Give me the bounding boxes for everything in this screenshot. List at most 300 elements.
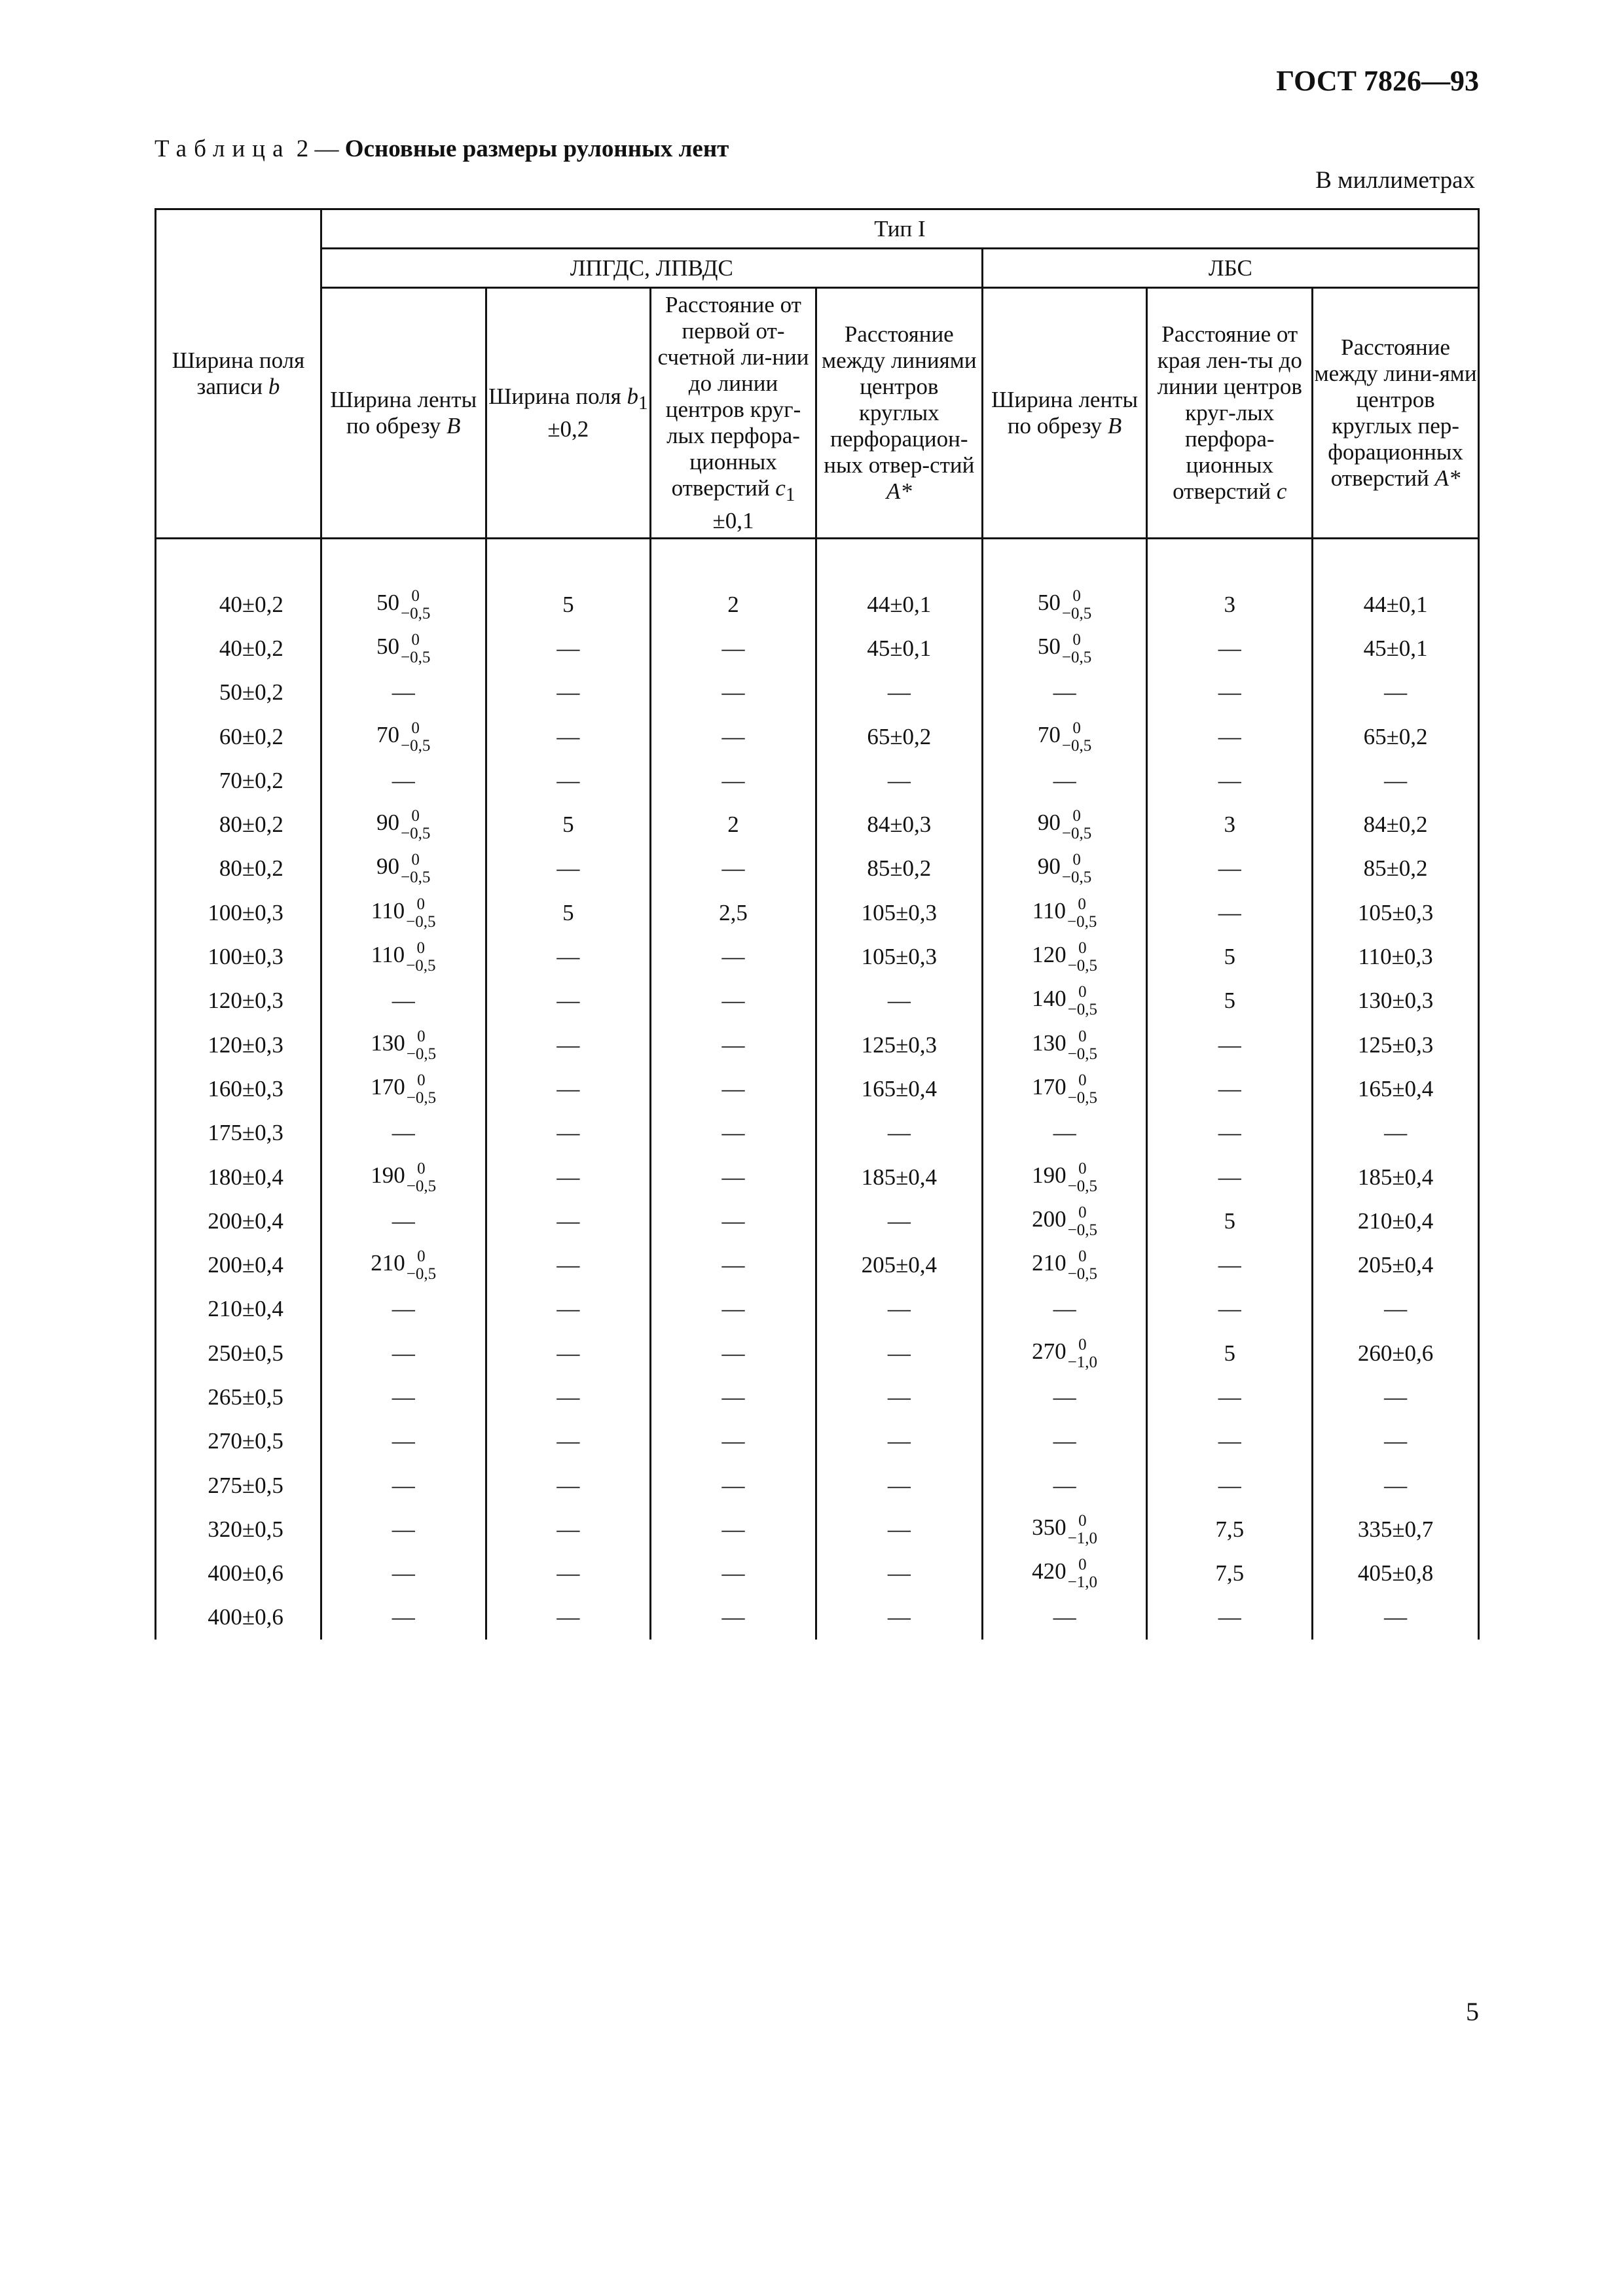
header-label: Расстояние от края лен-ты до линии центров круг-лых перфора-ционных отверстий (1157, 321, 1302, 504)
lower-deviation: −0,5 (406, 957, 436, 975)
tolerance-stack (1068, 1204, 1097, 1238)
tolerance-stack (401, 720, 430, 754)
upper-deviation: 0 (411, 851, 420, 869)
table-cell: — (651, 1596, 816, 1640)
table-cell (321, 935, 486, 978)
table-cell: — (486, 626, 651, 670)
tolerance-stack (1068, 984, 1097, 1018)
table-cell: 175±0,3 (156, 1111, 321, 1155)
table-cell: 185±0,4 (1313, 1155, 1479, 1199)
table-cell: — (321, 1463, 486, 1507)
table-cell (982, 1067, 1147, 1111)
tolerance-stack (1068, 1336, 1097, 1371)
table-cell (321, 802, 486, 846)
table-cell: — (651, 759, 816, 802)
table-cell: — (816, 1331, 982, 1375)
dimensions-table (155, 208, 1480, 1640)
lower-deviation: −0,5 (1067, 1088, 1097, 1107)
table-cell: — (1313, 671, 1479, 715)
table-body (156, 539, 1479, 1640)
upper-deviation: 0 (1078, 895, 1086, 913)
table-cell: — (651, 979, 816, 1023)
tolerance-stack (401, 588, 430, 622)
upper-deviation: 0 (417, 1027, 426, 1045)
table-cell: — (1147, 1596, 1313, 1640)
table-cell: — (651, 1199, 816, 1243)
table-cell: — (321, 1507, 486, 1551)
table-cell: — (1313, 759, 1479, 802)
tolerance-stack (401, 852, 430, 886)
table-row (156, 1155, 1479, 1199)
table-cell: — (486, 847, 651, 891)
table-cell: — (651, 1243, 816, 1287)
table-cell: — (321, 671, 486, 715)
standard-designation: ГОСТ 7826—93 (1276, 65, 1479, 97)
table-cell: 100±0,3 (156, 891, 321, 935)
table-cell: — (1147, 1067, 1313, 1111)
table-cell (321, 891, 486, 935)
table-cell: — (651, 1463, 816, 1507)
table-cell: 130±0,3 (1313, 979, 1479, 1023)
table-cell: — (486, 1111, 651, 1155)
table-cell: — (816, 1596, 982, 1640)
table-cell: — (1147, 1420, 1313, 1463)
table-cell: — (982, 1111, 1147, 1155)
table-cell: 200±0,4 (156, 1243, 321, 1287)
table-cell: 2 (651, 583, 816, 626)
header-symbol: b (268, 374, 280, 399)
nominal-value: 70 (376, 721, 399, 747)
table-cell: 65±0,2 (1313, 715, 1479, 759)
table-cell (321, 626, 486, 670)
tolerance-stack (1068, 940, 1097, 974)
lower-deviation: −0,5 (1067, 1045, 1097, 1063)
upper-deviation: 0 (1072, 851, 1081, 869)
table-row (156, 1243, 1479, 1287)
table-row (156, 1067, 1479, 1111)
header-type: Тип I (321, 209, 1478, 249)
lower-deviation: −1,0 (1067, 1573, 1097, 1592)
table-cell (982, 1507, 1147, 1551)
table-row (156, 891, 1479, 935)
table-cell: 165±0,4 (816, 1067, 982, 1111)
header-distance-a-right (1313, 288, 1479, 539)
lower-deviation: −0,5 (401, 869, 431, 887)
table-row (156, 1199, 1479, 1243)
lower-deviation: −0,5 (1067, 1001, 1097, 1019)
table-cell: 165±0,4 (1313, 1067, 1479, 1111)
table-cell (982, 1199, 1147, 1243)
table-row (156, 715, 1479, 759)
table-spacer-row (156, 539, 1479, 583)
lower-deviation: −0,5 (406, 1177, 437, 1195)
lower-deviation: −0,5 (1067, 912, 1097, 931)
table-cell: — (816, 1507, 982, 1551)
lower-deviation: −0,5 (1061, 736, 1092, 755)
table-cell (982, 715, 1147, 759)
table-cell: — (816, 759, 982, 802)
table-cell: — (321, 1420, 486, 1463)
table-row (156, 1331, 1479, 1375)
table-cell: 400±0,6 (156, 1596, 321, 1640)
table-cell: 160±0,3 (156, 1067, 321, 1111)
upper-deviation: 0 (1078, 1071, 1087, 1089)
table-cell: 275±0,5 (156, 1463, 321, 1507)
upper-deviation: 0 (1078, 1335, 1087, 1354)
table-row (156, 583, 1479, 626)
table-cell: — (321, 1552, 486, 1596)
nominal-value: 120 (1032, 942, 1067, 968)
nominal-value: 130 (1032, 1030, 1067, 1056)
table-cell: 100±0,3 (156, 935, 321, 978)
nominal-value: 50 (376, 589, 399, 615)
upper-deviation: 0 (416, 895, 426, 913)
table-cell: 3 (1147, 583, 1313, 626)
lower-deviation: −0,5 (406, 912, 436, 931)
table-cell: — (486, 1287, 651, 1331)
nominal-value: 50 (1037, 589, 1061, 615)
table-cell: — (1313, 1596, 1479, 1640)
tolerance-stack (407, 1028, 436, 1062)
table-cell (982, 1552, 1147, 1596)
caption-title: Основные размеры рулонных лент (344, 135, 729, 162)
lower-deviation: −0,5 (406, 1265, 437, 1283)
nominal-value: 90 (376, 853, 399, 880)
upper-deviation: 0 (417, 1071, 426, 1089)
table-cell: 44±0,1 (1313, 583, 1479, 626)
table-cell (321, 1023, 486, 1067)
table-cell: — (486, 1155, 651, 1199)
table-cell: — (486, 1243, 651, 1287)
upper-deviation: 0 (1078, 983, 1087, 1001)
table-cell: — (321, 1375, 486, 1419)
table-cell (321, 1155, 486, 1199)
lower-deviation: −0,5 (1067, 1221, 1097, 1239)
upper-deviation: 0 (411, 630, 420, 649)
table-cell: — (816, 671, 982, 715)
header-label: Ширина ленты по обрезу (991, 387, 1138, 439)
table-cell: — (982, 1375, 1147, 1419)
header-tape-width (321, 288, 486, 539)
table-cell: — (651, 1155, 816, 1199)
caption-prefix: Таблица (155, 135, 291, 162)
nominal-value: 140 (1032, 986, 1067, 1012)
table-row (156, 1420, 1479, 1463)
table-cell: — (321, 1199, 486, 1243)
table-cell: — (486, 759, 651, 802)
header-distance-c1 (651, 288, 816, 539)
table-cell: 110±0,3 (1313, 935, 1479, 978)
table-cell: — (651, 671, 816, 715)
table-cell: 85±0,2 (1313, 847, 1479, 891)
lower-deviation: −0,5 (406, 1088, 437, 1107)
table-cell: — (1147, 1111, 1313, 1155)
table-cell: — (816, 979, 982, 1023)
lower-deviation: −0,5 (1061, 869, 1092, 887)
table-row (156, 626, 1479, 670)
upper-deviation: 0 (1072, 630, 1081, 649)
caption-number: 2 — (296, 135, 339, 162)
table-cell: 270±0,5 (156, 1420, 321, 1463)
upper-deviation: 0 (1072, 719, 1081, 737)
table-cell: — (982, 1463, 1147, 1507)
table-cell (982, 1243, 1147, 1287)
header-group-lpgds: ЛПГДС, ЛПВДС (321, 249, 982, 288)
table-cell: — (1147, 1287, 1313, 1331)
tolerance-stack (407, 1072, 436, 1106)
upper-deviation: 0 (1078, 1027, 1087, 1045)
lower-deviation: −1,0 (1067, 1529, 1097, 1547)
tolerance-stack (1068, 1160, 1097, 1194)
upper-deviation: 0 (1078, 1556, 1087, 1574)
tolerance-stack (1062, 852, 1091, 886)
tolerance-stack (1062, 720, 1091, 754)
table-cell: — (1313, 1375, 1479, 1419)
table-cell: — (486, 1375, 651, 1419)
upper-deviation: 0 (411, 719, 420, 737)
header-symbol: A* (1434, 465, 1461, 491)
table-cell: 200±0,4 (156, 1199, 321, 1243)
nominal-value: 70 (1037, 721, 1061, 747)
table-cell: — (816, 1420, 982, 1463)
table-row (156, 1375, 1479, 1419)
header-subscript: 1 (638, 393, 648, 414)
table-cell: — (816, 1463, 982, 1507)
table-cell: 84±0,3 (816, 802, 982, 846)
table-cell: 405±0,8 (1313, 1552, 1479, 1596)
table-header (156, 209, 1479, 539)
table-cell: 105±0,3 (816, 935, 982, 978)
table-cell: 210±0,4 (1313, 1199, 1479, 1243)
header-label: Ширина ленты по обрезу (330, 387, 477, 439)
lower-deviation: −0,5 (1061, 825, 1092, 843)
lower-deviation: −0,5 (401, 825, 431, 843)
table-cell: — (982, 1596, 1147, 1640)
header-symbol: b (627, 384, 638, 409)
table-cell: — (321, 979, 486, 1023)
table-cell: 210±0,4 (156, 1287, 321, 1331)
table-cell: — (651, 1287, 816, 1331)
table-row (156, 1552, 1479, 1596)
table-cell: — (651, 935, 816, 978)
nominal-value: 110 (371, 942, 405, 968)
header-distance-a-left (816, 288, 982, 539)
nominal-value: 90 (376, 810, 399, 836)
table-row (156, 671, 1479, 715)
lower-deviation: −0,5 (401, 648, 431, 666)
table-cell: 105±0,3 (1313, 891, 1479, 935)
table-cell: — (651, 1507, 816, 1551)
table-cell: 70±0,2 (156, 759, 321, 802)
table-cell: — (982, 1420, 1147, 1463)
header-tolerance: ±0,2 (547, 416, 589, 442)
table-cell: — (1147, 1155, 1313, 1199)
header-tolerance: ±0,1 (712, 508, 754, 533)
table-cell: 45±0,1 (816, 626, 982, 670)
table-cell (321, 1243, 486, 1287)
table-cell: — (651, 1375, 816, 1419)
lower-deviation: −0,5 (1061, 648, 1092, 666)
header-symbol: B (1107, 413, 1122, 439)
tolerance-stack (1062, 808, 1091, 842)
table-cell: 50±0,2 (156, 671, 321, 715)
table-cell: — (486, 1331, 651, 1375)
table-cell (982, 891, 1147, 935)
table-cell: — (816, 1111, 982, 1155)
upper-deviation: 0 (1072, 807, 1081, 825)
upper-deviation: 0 (1078, 1247, 1087, 1266)
table-cell: 5 (486, 802, 651, 846)
table-cell: — (651, 1331, 816, 1375)
table-cell (321, 847, 486, 891)
table-cell: — (651, 1023, 816, 1067)
lower-deviation: −0,5 (401, 604, 431, 622)
table-cell: 320±0,5 (156, 1507, 321, 1551)
lower-deviation: −0,5 (1067, 1177, 1097, 1195)
table-cell: 2,5 (651, 891, 816, 935)
header-group-lbs: ЛБС (982, 249, 1478, 288)
upper-deviation: 0 (1078, 1511, 1087, 1530)
tolerance-stack (1067, 896, 1097, 930)
table-cell: — (486, 715, 651, 759)
table-cell: — (651, 626, 816, 670)
tolerance-stack (1068, 1556, 1097, 1590)
table-cell: 60±0,2 (156, 715, 321, 759)
table-cell: 180±0,4 (156, 1155, 321, 1199)
nominal-value: 130 (371, 1030, 405, 1056)
tolerance-stack (407, 1248, 436, 1282)
nominal-value: 50 (376, 633, 399, 659)
table-cell: — (1147, 1243, 1313, 1287)
header-label: Расстояние от первой от-счетной ли-нии до линии центров круг-лых перфора-ционных отверстий (657, 292, 809, 501)
header-symbol: A* (886, 478, 912, 504)
table-row (156, 1463, 1479, 1507)
table-cell: — (1147, 626, 1313, 670)
nominal-value: 170 (1032, 1073, 1067, 1100)
table-cell: — (651, 1067, 816, 1111)
table-cell: — (982, 671, 1147, 715)
table-cell: 65±0,2 (816, 715, 982, 759)
table-cell: 5 (486, 583, 651, 626)
table-cell (982, 1023, 1147, 1067)
table-cell: — (651, 1552, 816, 1596)
table-cell: 5 (1147, 1199, 1313, 1243)
table-row (156, 1507, 1479, 1551)
nominal-value: 190 (1032, 1162, 1067, 1188)
table-cell: — (651, 1420, 816, 1463)
header-label: Расстояние между линиями центров круглых перфорацион-ных отвер-стий (822, 321, 977, 478)
table-cell: — (486, 1596, 651, 1640)
lower-deviation: −0,5 (1067, 1265, 1097, 1283)
nominal-value: 270 (1032, 1338, 1067, 1364)
table-cell (982, 935, 1147, 978)
upper-deviation: 0 (416, 939, 426, 958)
table-cell: — (486, 1552, 651, 1596)
tolerance-stack (1068, 1513, 1097, 1547)
table-cell: — (486, 1199, 651, 1243)
table-cell: — (1147, 759, 1313, 802)
units-note: В миллиметрах (1315, 167, 1475, 194)
header-distance-c (1147, 288, 1313, 539)
table-cell: 205±0,4 (1313, 1243, 1479, 1287)
table-cell: 260±0,6 (1313, 1331, 1479, 1375)
nominal-value: 210 (1032, 1250, 1067, 1276)
table-cell: 185±0,4 (816, 1155, 982, 1199)
table-cell: 120±0,3 (156, 1023, 321, 1067)
table-cell: 7,5 (1147, 1552, 1313, 1596)
lower-deviation: −1,0 (1067, 1353, 1097, 1371)
table-cell: 5 (1147, 1331, 1313, 1375)
table-cell (321, 1067, 486, 1111)
table-cell: 80±0,2 (156, 802, 321, 846)
table-cell: 120±0,3 (156, 979, 321, 1023)
table-row (156, 935, 1479, 978)
table-cell: 44±0,1 (816, 583, 982, 626)
table-cell: — (486, 1067, 651, 1111)
table-cell: 105±0,3 (816, 891, 982, 935)
table-cell: — (1147, 1023, 1313, 1067)
header-record-field-width (156, 209, 321, 539)
lower-deviation: −0,5 (1061, 604, 1092, 622)
table-cell: — (486, 935, 651, 978)
table-cell: 125±0,3 (1313, 1023, 1479, 1067)
table-cell: 84±0,2 (1313, 802, 1479, 846)
table-cell: — (321, 1596, 486, 1640)
table-cell (982, 1331, 1147, 1375)
table-row (156, 847, 1479, 891)
table-cell: 3 (1147, 802, 1313, 846)
table-cell: — (1147, 1463, 1313, 1507)
table-cell: — (321, 759, 486, 802)
table-cell: 265±0,5 (156, 1375, 321, 1419)
table-cell (982, 802, 1147, 846)
header-field-width-b1 (486, 288, 651, 539)
header-label: Ширина поля записи (172, 348, 305, 399)
nominal-value: 90 (1037, 853, 1061, 880)
table-cell: 335±0,7 (1313, 1507, 1479, 1551)
table-cell: — (1313, 1420, 1479, 1463)
table-cell: — (651, 1111, 816, 1155)
header-symbol: c (775, 475, 786, 501)
nominal-value: 350 (1032, 1514, 1067, 1540)
table-cell: — (486, 1420, 651, 1463)
upper-deviation: 0 (1078, 1203, 1087, 1221)
table-cell: — (1147, 715, 1313, 759)
table-cell (982, 583, 1147, 626)
table-cell: 5 (1147, 979, 1313, 1023)
header-label: Расстояние между лини-ями центров круглых пер-форационных отверстий (1314, 334, 1477, 491)
table-cell: — (321, 1287, 486, 1331)
table-cell: — (1147, 1375, 1313, 1419)
table-row (156, 802, 1479, 846)
table-cell: — (321, 1331, 486, 1375)
table-cell (321, 583, 486, 626)
table-cell (982, 626, 1147, 670)
nominal-value: 420 (1032, 1558, 1067, 1585)
table-cell: — (486, 1507, 651, 1551)
table-cell (982, 1155, 1147, 1199)
tolerance-stack (401, 632, 430, 666)
table-cell: 250±0,5 (156, 1331, 321, 1375)
table-cell: — (1313, 1111, 1479, 1155)
table-cell: 45±0,1 (1313, 626, 1479, 670)
table-row (156, 1111, 1479, 1155)
table-row (156, 979, 1479, 1023)
table-row (156, 1287, 1479, 1331)
tolerance-stack (1068, 1248, 1097, 1282)
nominal-value: 50 (1037, 633, 1061, 659)
table-cell (982, 979, 1147, 1023)
